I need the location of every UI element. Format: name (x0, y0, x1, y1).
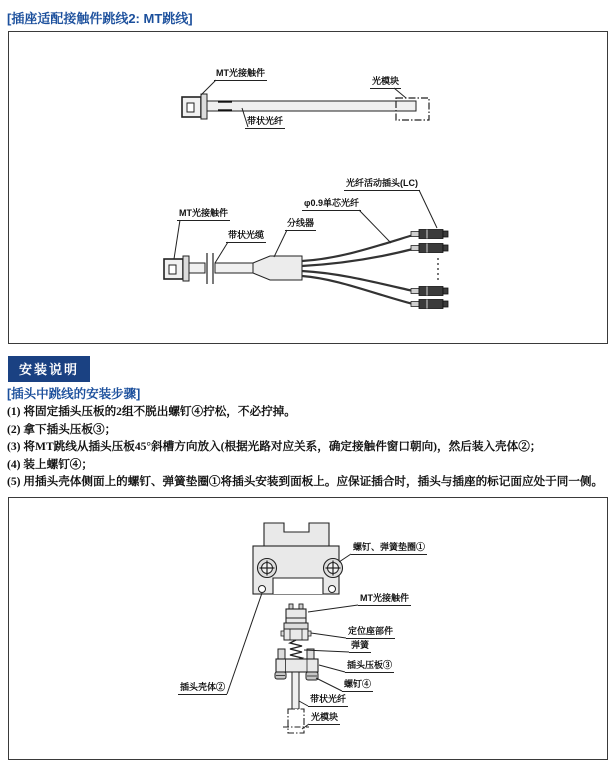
jumper-diagrams-box (8, 31, 608, 344)
page-title: [插座适配接触件跳线2: MT跳线] (7, 11, 193, 26)
screw-spring-washer (258, 559, 277, 578)
exploded-assembly-box (8, 497, 608, 760)
pressure-plate (276, 659, 318, 672)
install-step: (3) 将MT跳线从插头压板45°斜槽方向放入(根据光路对应关系，确定接触件窗口朝向)，然后装入壳体②； (7, 440, 542, 454)
splitter (253, 256, 302, 280)
label-optical-module: 光模块 (370, 76, 401, 89)
ribbon-fiber (292, 672, 299, 709)
install-step: (5) 用插头壳体侧面上的螺钉、弹簧垫圈①将插头安装到面板上。应保证插合时，插头与插座的标记面应处于同一侧。 (7, 475, 604, 489)
label-single-core-fiber: φ0.9单芯光纤 (302, 198, 361, 211)
jumper-diagrams-drawing (9, 32, 607, 343)
ribbon-fiber (207, 101, 416, 111)
label-splitter: 分线器 (285, 218, 316, 231)
install-steps (7, 403, 613, 491)
label-screw-spring-washer: 螺钉、弹簧垫圈① (351, 542, 427, 555)
install-section-header: 安装说明 (8, 356, 90, 382)
install-step: (4) 装上螺钉④； (7, 457, 93, 471)
screw-head (306, 672, 318, 680)
label-positioning-seat: 定位座部件 (346, 626, 395, 639)
lc-connectors (411, 230, 448, 309)
spring (290, 640, 302, 660)
label-mt-contact: MT光接触件 (214, 68, 267, 81)
label-mt-contact: MT光接触件 (358, 593, 411, 606)
plug-shell (253, 523, 343, 594)
label-mt-contact: MT光接触件 (177, 208, 230, 221)
label-ribbon-fiber: 带状光纤 (245, 116, 285, 129)
label-ribbon-cable: 带状光缆 (226, 230, 266, 243)
label-screw: 螺钉④ (342, 679, 373, 692)
install-subtitle: [插头中跳线的安装步骤] (7, 387, 141, 401)
install-step: (2) 拿下插头压板③； (7, 422, 117, 436)
label-lc-plug: 光纤活动插头(LC) (344, 178, 420, 191)
exploded-assembly-drawing (9, 498, 607, 759)
label-ribbon-fiber: 带状光纤 (308, 694, 348, 707)
label-pressure-plate: 插头压板③ (345, 660, 394, 673)
label-plug-shell: 插头壳体② (178, 682, 227, 695)
optical-module-outline (288, 709, 304, 733)
fanout-fibers (302, 235, 413, 304)
positioning-seat (281, 629, 311, 640)
label-optical-module: 光模块 (309, 712, 340, 725)
label-spring: 弹簧 (349, 640, 371, 653)
screw-head (275, 672, 286, 679)
install-step: (1) 将固定插头压板的2组不脱出螺钉④拧松，不必拧掉。 (7, 405, 296, 418)
